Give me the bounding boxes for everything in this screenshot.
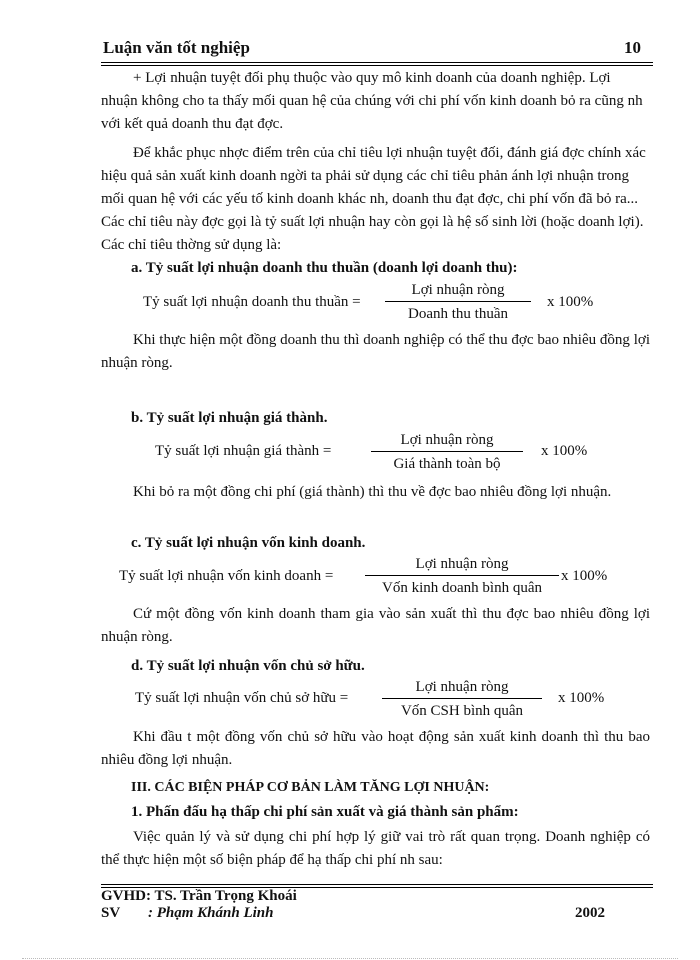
- heading-d: d. Tỷ suất lợi nhuận vốn chủ sở hữu.: [131, 658, 365, 674]
- paragraph-4: Khi bỏ ra một đồng chi phí (giá thành) thì thu về đợc bao nhiêu đồng lợi nhuận.: [133, 484, 612, 500]
- paragraph-5: Cứ một đồng vốn kinh doanh tham gia vào sản xuất thì thu đợc bao nhiêu đồng lợi nhuận ròng.: [101, 606, 650, 645]
- formula-a-multiplier: x 100%: [547, 294, 594, 310]
- page-header: [103, 38, 653, 64]
- footer-sv-label: SV: [101, 905, 121, 921]
- fraction-bar: [365, 575, 559, 576]
- formula-b-label: Tỷ suất lợi nhuận giá thành =: [155, 443, 332, 459]
- formula-b-multiplier: x 100%: [541, 443, 588, 459]
- formula-d-numerator: Lợi nhuận ròng: [415, 679, 509, 695]
- footer-gvhd: GVHD: TS. Trần Trọng Khoái: [101, 888, 297, 904]
- footer-sv-name: : Phạm Khánh Linh: [148, 905, 274, 921]
- paragraph-7: Việc quản lý và sử dụng chi phí hợp lý giữ vai trò rất quan trọng. Doanh nghiệp có thể thực hiện một số biện pháp để hạ thấp chi phí nh sau:: [101, 829, 650, 868]
- page-number: 10: [624, 38, 641, 57]
- formula-d-fraction: [382, 677, 542, 721]
- paragraph-3: Khi thực hiện một đồng doanh thu thì doanh nghiệp có thể thu đợc bao nhiêu đồng lợi nhuận ròng.: [101, 332, 650, 371]
- paragraph-1: + Lợi nhuận tuyệt đối phụ thuộc vào quy mô kinh doanh của doanh nghiệp. Lợi nhuận không cho ta thấy mối quan hệ của chúng với chi phí vốn kinh doanh bỏ ra cũng nh với kết quả doanh thu đạt đợc.: [101, 70, 643, 132]
- section-heading-3: III. CÁC BIỆN PHÁP CƠ BẢN LÀM TĂNG LỢI NHUẬN:: [131, 780, 490, 795]
- subheading-1: 1. Phấn đấu hạ thấp chi phí sản xuất và giá thành sản phẩm:: [131, 804, 519, 820]
- formula-c-numerator: Lợi nhuận ròng: [415, 556, 509, 572]
- heading-b: b. Tỷ suất lợi nhuận giá thành.: [131, 410, 328, 426]
- formula-a-fraction: [385, 280, 531, 324]
- header-rule-2: [101, 65, 653, 66]
- formula-a-denominator: Doanh thu thuần: [408, 306, 508, 322]
- formula-a-label: Tỷ suất lợi nhuận doanh thu thuần =: [143, 294, 361, 310]
- page-bottom-dotted-line: [22, 958, 678, 959]
- fraction-bar: [371, 451, 523, 452]
- formula-d-denominator: Vốn CSH bình quân: [400, 703, 524, 719]
- fraction-bar: [382, 698, 542, 699]
- formula-b-numerator: Lợi nhuận ròng: [400, 432, 494, 448]
- paragraph-6: Khi đầu t một đồng vốn chủ sở hữu vào hoạt động sản xuất kinh doanh thì thu bao nhiêu đồng lợi nhuận.: [101, 729, 650, 768]
- fraction-bar: [385, 301, 531, 302]
- formula-d-label: Tỷ suất lợi nhuận vốn chủ sở hữu =: [135, 690, 349, 706]
- paragraph-2: Để khắc phục nhợc điểm trên của chỉ tiêu lợi nhuận tuyệt đối, đánh giá đợc chính xác hiệu quả sản xuất kinh doanh ngời ta phải sử dụng các chỉ tiêu phản ánh lợi nhuận trong mối quan hệ với các yếu tố kinh doanh khác nh, doanh thu đạt đợc, chi phí vốn đã bỏ ra... Các chỉ tiêu này đợc gọi là tỷ suất lợi nhuận hay còn gọi là hệ số sinh lời (hoặc doanh lợi). Các chỉ tiêu thờng sử dụng là:: [101, 145, 646, 253]
- formula-d-multiplier: x 100%: [558, 690, 605, 706]
- formula-c-denominator: Vốn kinh doanh bình quân: [382, 580, 542, 596]
- formula-c-fraction: [365, 554, 559, 598]
- formula-b-denominator: Giá thành toàn bộ: [393, 456, 501, 472]
- header-rule: [101, 62, 653, 63]
- footer-year: 2002: [575, 905, 605, 921]
- formula-a-numerator: Lợi nhuận ròng: [411, 282, 505, 298]
- heading-a: a. Tỷ suất lợi nhuận doanh thu thuần (doanh lợi doanh thu):: [131, 260, 518, 276]
- formula-c-label: Tỷ suất lợi nhuận vốn kinh doanh =: [119, 568, 334, 584]
- heading-c: c. Tỷ suất lợi nhuận vốn kinh doanh.: [131, 535, 366, 551]
- header-title: Luận văn tốt nghiệp: [103, 38, 250, 57]
- formula-b-fraction: [371, 430, 523, 474]
- formula-c-multiplier: x 100%: [561, 568, 608, 584]
- footer-rule: [101, 884, 653, 885]
